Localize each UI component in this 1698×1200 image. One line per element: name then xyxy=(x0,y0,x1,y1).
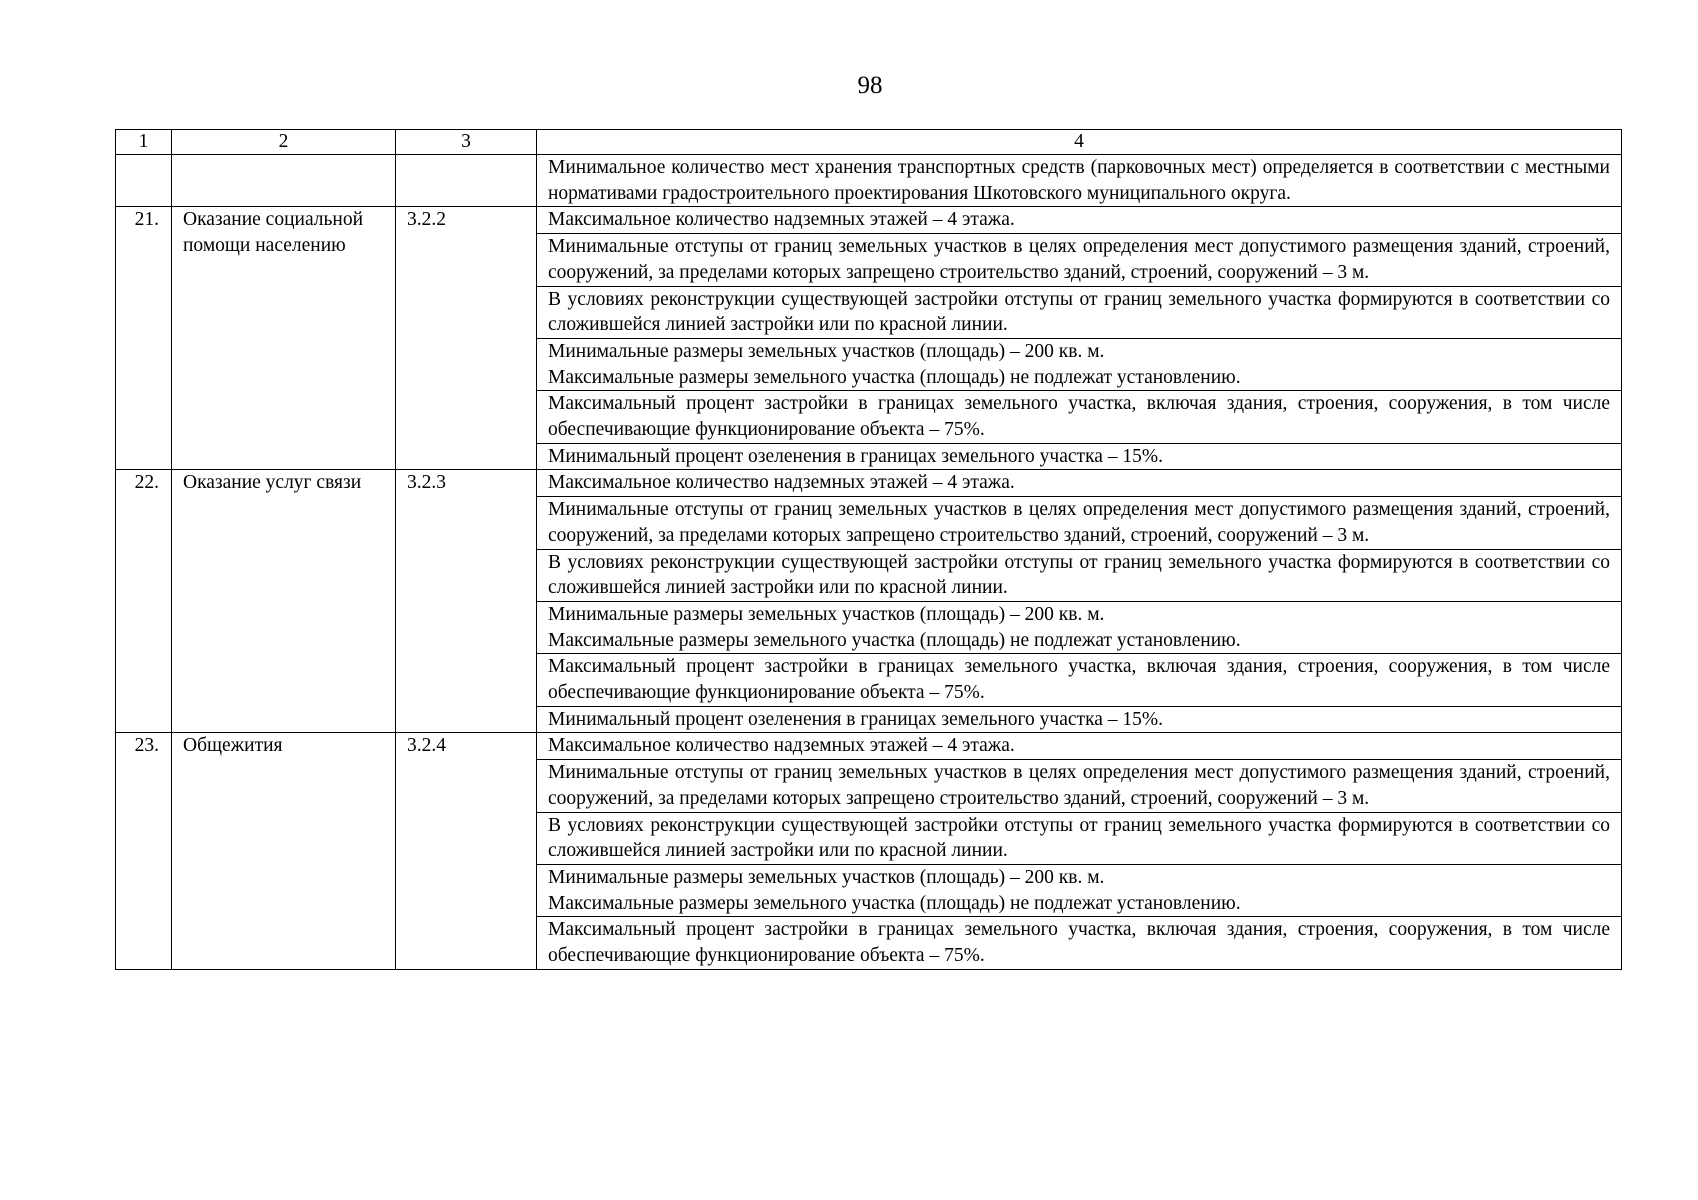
page-number: 98 xyxy=(857,72,883,99)
continuation-name-cell xyxy=(172,155,396,207)
parameter-line: Максимальные размеры земельного участка (площадь) не подлежат установлению. xyxy=(548,892,1241,914)
parameter-cell: В условиях реконструкции существующей застройки отступы от границ земельного участка формируются в соответствии со сложившейся линией застройки или по красной линии. xyxy=(537,549,1622,601)
table-row xyxy=(116,470,1622,497)
continuation-code-cell xyxy=(396,155,537,207)
continuation-row xyxy=(116,155,1622,207)
row-number: 21. xyxy=(116,207,172,470)
parameter-cell xyxy=(537,601,1622,653)
regulations-table xyxy=(115,129,1622,970)
parameter-cell: Максимальное количество надземных этажей – 4 этажа. xyxy=(537,470,1622,497)
parameter-cell xyxy=(537,338,1622,390)
continuation-number-cell xyxy=(116,155,172,207)
parameter-line: Максимальные размеры земельного участка (площадь) не подлежат установлению. xyxy=(548,629,1241,651)
table-row xyxy=(116,207,1622,234)
table-body xyxy=(116,130,1622,970)
parameter-cell: Максимальный процент застройки в границах земельного участка, включая здания, строения, сооружения, в том числе обеспечивающие функционирование объекта – 75%. xyxy=(537,391,1622,443)
parameter-cell: В условиях реконструкции существующей застройки отступы от границ земельного участка формируются в соответствии со сложившейся линией застройки или по красной линии. xyxy=(537,812,1622,864)
column-header-3: 3 xyxy=(396,130,537,155)
parameter-cell: В условиях реконструкции существующей застройки отступы от границ земельного участка формируются в соответствии со сложившейся линией застройки или по красной линии. xyxy=(537,286,1622,338)
parameter-cell: Минимальные отступы от границ земельных участков в целях определения мест допустимого размещения зданий, строений, сооружений, за пределами которых запрещено строительство зданий, строений, сооружений – 3 м. xyxy=(537,760,1622,812)
use-type-name: Общежития xyxy=(172,733,396,969)
table-row xyxy=(116,733,1622,760)
row-number: 22. xyxy=(116,470,172,733)
column-header-4: 4 xyxy=(537,130,1622,155)
parameter-line: Минимальные размеры земельных участков (площадь) – 200 кв. м. xyxy=(548,866,1105,888)
parameter-line: Максимальные размеры земельного участка (площадь) не подлежат установлению. xyxy=(548,366,1241,388)
parameter-cell: Максимальное количество надземных этажей – 4 этажа. xyxy=(537,207,1622,234)
parameter-line: Минимальные размеры земельных участков (площадь) – 200 кв. м. xyxy=(548,340,1105,362)
use-type-code: 3.2.3 xyxy=(396,470,537,733)
parameter-cell xyxy=(537,864,1622,916)
use-type-name: Оказание услуг связи xyxy=(172,470,396,733)
column-header-2: 2 xyxy=(172,130,396,155)
parameter-cell: Максимальный процент застройки в границах земельного участка, включая здания, строения, сооружения, в том числе обеспечивающие функционирование объекта – 75%. xyxy=(537,654,1622,706)
parameter-cell: Максимальное количество надземных этажей – 4 этажа. xyxy=(537,733,1622,760)
parameter-cell: Максимальный процент застройки в границах земельного участка, включая здания, строения, сооружения, в том числе обеспечивающие функционирование объекта – 75%. xyxy=(537,917,1622,969)
continuation-param-cell: Минимальное количество мест хранения транспортных средств (парковочных мест) определяется в соответствии с местными нормативами градостроительного проектирования Шкотовского муниципального округа. xyxy=(537,155,1622,207)
use-type-name: Оказание социальной помощи населению xyxy=(172,207,396,470)
parameter-line: Минимальные размеры земельных участков (площадь) – 200 кв. м. xyxy=(548,603,1105,625)
column-header-1: 1 xyxy=(116,130,172,155)
parameter-cell: Минимальный процент озеленения в границах земельного участка – 15%. xyxy=(537,443,1622,470)
parameter-cell: Минимальный процент озеленения в границах земельного участка – 15%. xyxy=(537,706,1622,733)
parameter-cell: Минимальные отступы от границ земельных участков в целях определения мест допустимого размещения зданий, строений, сооружений, за пределами которых запрещено строительство зданий, строений, сооружений – 3 м. xyxy=(537,497,1622,549)
row-number: 23. xyxy=(116,733,172,969)
parameter-cell: Минимальные отступы от границ земельных участков в целях определения мест допустимого размещения зданий, строений, сооружений, за пределами которых запрещено строительство зданий, строений, сооружений – 3 м. xyxy=(537,234,1622,286)
use-type-code: 3.2.2 xyxy=(396,207,537,470)
header-row xyxy=(116,130,1622,155)
use-type-code: 3.2.4 xyxy=(396,733,537,969)
